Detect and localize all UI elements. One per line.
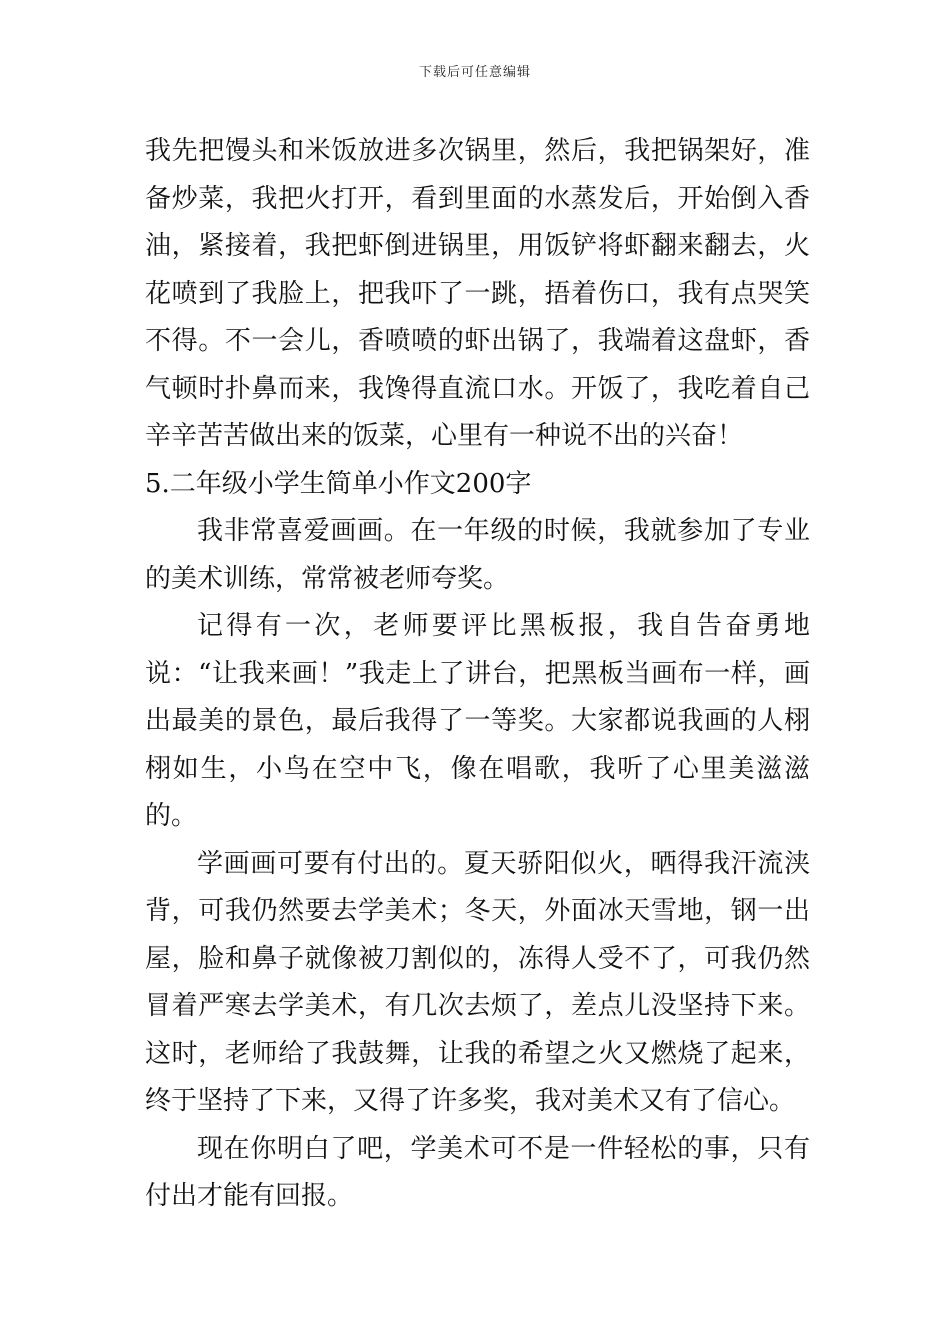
paragraph-intro: 我非常喜爱画画。在一年级的时候，我就参加了专业的美术训练，常常被老师夸奖。 bbox=[145, 516, 810, 594]
paragraph-blackboard: 记得有一次，老师要评比黑板报，我自告奋勇地说：“让我来画！”我走上了讲台，把黑板当画布一样，画出最美的景色，最后我得了一等奖。大家都说我画的人栩栩如生，小鸟在空中飞，像在唱歌，我听了心里美滋滋的。 bbox=[145, 611, 810, 831]
document-body bbox=[145, 128, 810, 1221]
paragraph-cooking: 我先把馒头和米饭放进多次锅里，然后，我把锅架好，准备炒菜，我把火打开，看到里面的水蒸发后，开始倒入香油，紧接着，我把虾倒进锅里，用饭铲将虾翻来翻去，火花喷到了我脸上，把我吓了一跳，捂着伤口，我有点哭笑不得。不一会儿，香喷喷的虾出锅了，我端着这盘虾，香气顿时扑鼻而来，我馋得直流口水。开饭了，我吃着自己辛辛苦苦做出来的饭菜，心里有一种说不出的兴奋！ bbox=[145, 136, 810, 451]
page-header: 下载后可任意编辑 bbox=[418, 65, 531, 80]
section-heading: 5.二年级小学生简单小作文200字 bbox=[145, 468, 532, 499]
paragraph-effort: 学画画可要有付出的。夏天骄阳似火，晒得我汗流浃背，可我仍然要去学美术；冬天，外面冰天雪地，钢一出屋，脸和鼻子就像被刀割似的，冻得人受不了，可我仍然冒着严寒去学美术，有几次去烦了，差点儿没坚持下来。这时，老师给了我鼓舞，让我的希望之火又燃烧了起来，终于坚持了下来，又得了许多奖，我对美术又有了信心。 bbox=[145, 848, 810, 1116]
paragraph-conclusion: 现在你明白了吧，学美术可不是一件轻松的事，只有付出才能有回报。 bbox=[145, 1133, 810, 1211]
